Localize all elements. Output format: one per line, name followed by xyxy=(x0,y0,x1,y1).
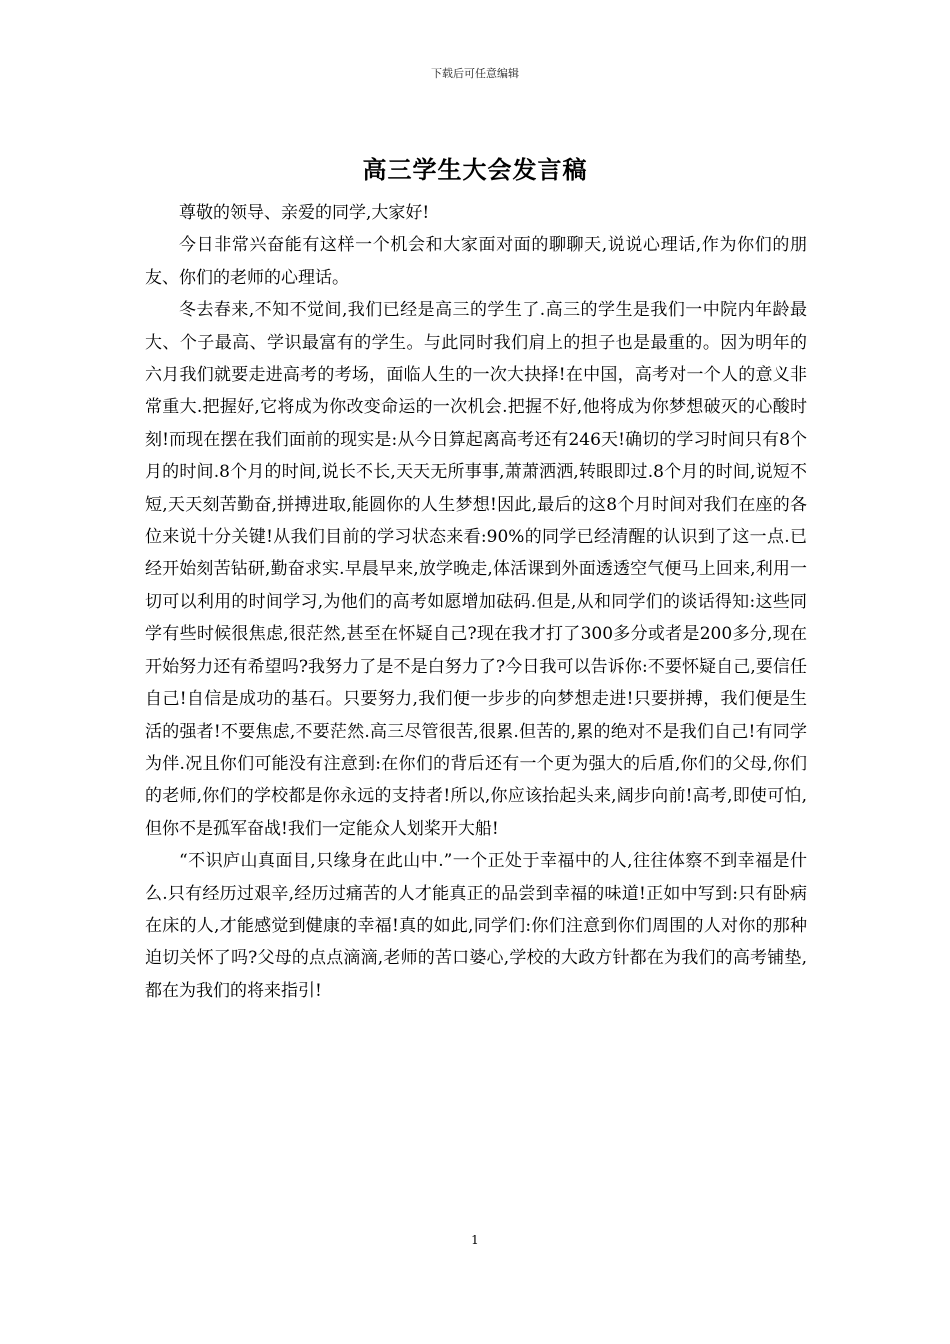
page-header: 下载后可任意编辑 xyxy=(431,67,519,80)
greeting-paragraph: 尊敬的领导、亲爱的同学,大家好! xyxy=(179,203,430,223)
document-body xyxy=(145,197,807,1007)
happiness-paragraph: “不识庐山真面目,只缘身在此山中.”一个正处于幸福中的人,往往体察不到幸福是什么.只有经历过艰辛,经历过痛苦的人才能真正的品尝到幸福的味道!正如中写到:只有卧病在床的人,才能感觉到健康的幸福!真的如此,同学们:你们注意到你们周围的人对你的那种迫切关怀了吗?父母的点点滴滴,老师的苦口婆心,学校的大政方针都在为我们的高考铺垫,都在为我们的将来指引! xyxy=(145,851,807,1001)
document-title: 高三学生大会发言稿 xyxy=(362,155,588,184)
page-number: 1 xyxy=(471,1233,479,1247)
intro-paragraph: 今日非常兴奋能有这样一个机会和大家面对面的聊聊天,说说心理话,作为你们的朋友、你们的老师的心理话。 xyxy=(145,235,807,288)
main-paragraph: 冬去春来,不知不觉间,我们已经是高三的学生了.高三的学生是我们一中院内年龄最大、个子最高、学识最富有的学生。与此同时我们肩上的担子也是最重的。因为明年的六月我们就要走进高考的考场，面临人生的一次大抉择!在中国，高考对一个人的意义非常重大.把握好,它将成为你改变命运的一次机会.把握不好,他将成为你梦想破灭的心酸时刻!而现在摆在我们面前的现实是:从今日算起离高考还有246天!确切的学习时间只有8个月的时间.8个月的时间,说长不长,天天无所事事,萧萧洒洒,转眼即过.8个月的时间,说短不短,天天刻苦勤奋,拼搏进取,能圆你的人生梦想!因此,最后的这8个月时间对我们在座的各位来说十分关键!从我们目前的学习状态来看:90%的同学已经清醒的认识到了这一点.已经开始刻苦钻研,勤奋求实.早晨早来,放学晚走,体活课到外面透透空气便马上回来,利用一切可以利用的时间学习,为他们的高考如愿增加砝码.但是,从和同学们的谈话得知:这些同学有些时候很焦虑,很茫然,甚至在怀疑自己?现在我才打了300多分或者是200多分,现在开始努力还有希望吗?我努力了是不是白努力了?今日我可以告诉你:不要怀疑自己,要信任自己!自信是成功的基石。只要努力,我们便一步步的向梦想走进!只要拼搏，我们便是生活的强者!不要焦虑,不要茫然.高三尽管很苦,很累.但苦的,累的绝对不是我们自己!有同学为伴.况且你们可能没有注意到:在你们的背后还有一个更为强大的后盾,你们的父母,你们的老师,你们的学校都是你永远的支持者!所以,你应该抬起头来,阔步向前!高考,即使可怕,但你不是孤军奋战!我们一定能众人划桨开大船! xyxy=(145,300,807,839)
